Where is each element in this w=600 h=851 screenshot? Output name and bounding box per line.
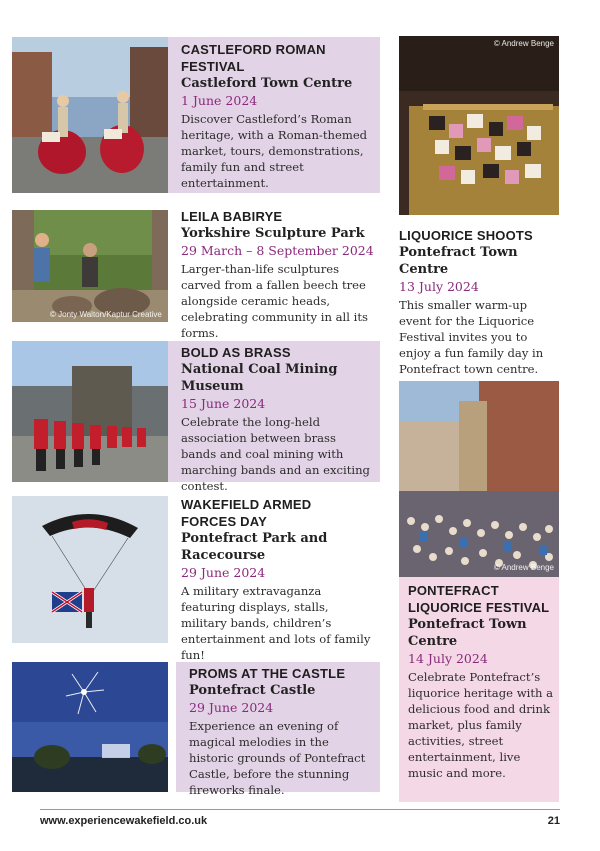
event-title: PONTEFRACT LIQUORICE FESTIVAL xyxy=(408,583,550,615)
event-title: PROMS AT THE CASTLE xyxy=(189,666,346,681)
event-venue: Castleford Town Centre xyxy=(181,76,353,91)
event-description: Experience an evening of magical melodies in the historic grounds of Pontefract Castle, before the stunning fireworks finale. xyxy=(189,719,366,797)
brass-band-photo xyxy=(12,341,168,482)
event-venue: Pontefract Park and Racecourse xyxy=(181,531,328,563)
event-date: 1 June 2024 xyxy=(181,93,258,108)
event-venue: Pontefract Town Centre xyxy=(399,245,518,277)
event-date: 13 July 2024 xyxy=(399,279,479,294)
event-card-proms-at-the-castle xyxy=(176,662,380,797)
event-description: Celebrate the long-held association between brass bands and coal mining with marching bands and an exciting contest. xyxy=(181,415,370,493)
event-card-liquorice-shoots xyxy=(399,224,569,376)
event-title: LEILA BABIRYE xyxy=(181,209,283,224)
event-date: 29 March – 8 September 2024 xyxy=(181,243,374,258)
event-date: 29 June 2024 xyxy=(181,565,266,580)
event-venue: Yorkshire Sculpture Park xyxy=(181,226,365,241)
fireworks-photo xyxy=(12,662,168,792)
page-number: 21 xyxy=(547,815,560,827)
event-date: 29 June 2024 xyxy=(189,700,274,715)
event-description: A military extravaganza featuring displays, stalls, military bands, children’s entertainment and lots of family fun! xyxy=(181,584,371,662)
event-venue: Pontefract Castle xyxy=(189,683,316,698)
event-card-leila-babirye xyxy=(168,205,380,340)
photo-credit: © Andrew Benge xyxy=(493,563,554,572)
event-card-bold-as-brass xyxy=(168,341,380,493)
photo-credit: © Andrew Benge xyxy=(493,39,554,48)
event-description: Larger-than-life sculptures carved from a fallen beech tree alongside ceramic heads, celebrating community in all its forms. xyxy=(181,262,368,340)
footer-website-link[interactable]: www.experiencewakefield.co.uk xyxy=(40,815,208,827)
event-title: CASTLEFORD ROMAN FESTIVAL xyxy=(181,42,326,74)
footer-divider xyxy=(40,809,560,810)
liquorice-festival-crowd-photo xyxy=(399,381,559,577)
event-venue: National Coal Mining Museum xyxy=(181,362,338,394)
event-date: 15 June 2024 xyxy=(181,396,266,411)
event-title: BOLD AS BRASS xyxy=(181,345,291,360)
event-card-roman-festival xyxy=(168,37,380,193)
sculpture-park-photo xyxy=(12,210,168,322)
event-card-liquorice-festival xyxy=(399,577,559,802)
parachute-display-photo xyxy=(12,496,168,643)
event-description: This smaller warm-up event for the Liquorice Festival invites you to enjoy a fun family day in Pontefract town centre. xyxy=(399,298,544,376)
event-title: LIQUORICE SHOOTS xyxy=(399,228,533,243)
event-description: Discover Castleford’s Roman heritage, with a Roman-themed market, tours, demonstrations, family fun and street entertainment. xyxy=(181,112,368,190)
event-card-armed-forces-day xyxy=(168,493,380,662)
event-title: WAKEFIELD ARMED FORCES DAY xyxy=(181,497,312,529)
event-description: Celebrate Pontefract’s liquorice heritage with a delicious food and drink market, plus family activities, street entertainment, live music and more. xyxy=(408,670,554,780)
event-venue: Pontefract Town Centre xyxy=(408,617,527,649)
liquorice-sweets-photo xyxy=(399,36,559,215)
roman-festival-photo xyxy=(12,37,168,193)
event-date: 14 July 2024 xyxy=(408,651,488,666)
photo-credit: © Jonty Walton/Kaptur Creative xyxy=(50,310,162,319)
